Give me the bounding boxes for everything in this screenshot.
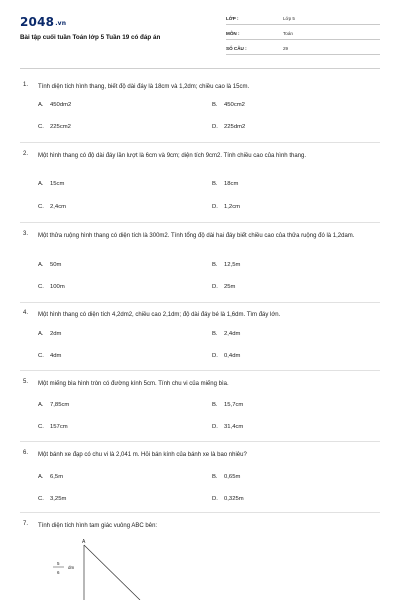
question-number: 3. — [23, 231, 29, 237]
logo-text: 2048 — [20, 15, 55, 29]
option-a[interactable]: A. 2dm — [38, 331, 62, 337]
option-d[interactable]: D. 31,4cm — [212, 424, 244, 430]
meta-class-value: Lớp 5 — [283, 16, 295, 21]
question-number: 7. — [23, 521, 29, 527]
question-number: 6. — [23, 450, 29, 456]
unit-label: dm — [68, 565, 75, 570]
option-c[interactable]: C. 225cm2 — [38, 124, 71, 130]
option-a[interactable]: A. 450dm2 — [38, 102, 72, 108]
option-a[interactable]: A. 15cm — [38, 181, 65, 187]
fraction-denominator: 6 — [57, 570, 60, 575]
question-number: 1. — [23, 82, 29, 88]
meta-class-label: LỚP : — [226, 16, 239, 21]
header-divider — [20, 68, 380, 69]
question-text: Một hình thang có diện tích 4,2dm2, chiều cao 2,1dm; độ dài đáy bé là 1,6dm. Tìm đáy lớn. — [38, 312, 281, 318]
right-triangle-figure — [40, 537, 160, 600]
question-text: Một bánh xe đạp có chu vi là 2,041 m. Hỏi bán kính của bánh xe là bao nhiêu? — [38, 452, 247, 458]
meta-count-label: SỐ CÂU : — [226, 46, 247, 51]
option-c[interactable]: C. 3,25m — [38, 496, 67, 502]
meta-class — [226, 14, 380, 25]
question-divider — [20, 512, 380, 513]
option-b[interactable]: B. 15,7cm — [212, 402, 244, 408]
option-b[interactable]: B. 18cm — [212, 181, 239, 187]
question-divider — [20, 370, 380, 371]
option-c[interactable]: C. 100m — [38, 284, 65, 290]
option-a[interactable]: A. 7,85cm — [38, 402, 70, 408]
meta-subject — [226, 29, 380, 40]
option-c[interactable]: C. 2,4cm — [38, 204, 67, 210]
logo-suffix: .vn — [55, 20, 67, 27]
question-number: 5. — [23, 379, 29, 385]
option-d[interactable]: D. 225dm2 — [212, 124, 246, 130]
question-divider — [20, 142, 380, 143]
option-d[interactable]: D. 25m — [212, 284, 236, 290]
question-text: Tính diện tích hình thang, biết độ dài đáy là 18cm và 1,2dm; chiều cao là 15cm. — [38, 84, 250, 90]
option-a[interactable]: A. 6,5m — [38, 474, 64, 480]
page-header — [0, 0, 400, 66]
question-text: Tính diện tích hình tam giác vuông ABC bên: — [38, 523, 158, 529]
vertex-a-label: A — [82, 539, 86, 545]
option-b[interactable]: B. 2,4dm — [212, 331, 241, 337]
option-d[interactable]: D. 0,325m — [212, 496, 244, 502]
question-text: Một thửa ruộng hình thang có diện tích là 300m2. Tính tổng độ dài hai đáy biết chiều cao của thửa ruộng đó là 1,2dam. — [38, 233, 355, 239]
option-d[interactable]: D. 0,4dm — [212, 353, 241, 359]
option-d[interactable]: D. 1,2cm — [212, 204, 241, 210]
option-b[interactable]: B. 0,65m — [212, 474, 241, 480]
question-divider — [20, 222, 380, 223]
option-a[interactable]: A. 50m — [38, 262, 62, 268]
question-divider — [20, 441, 380, 442]
question-number: 4. — [23, 310, 29, 316]
document-title: Bài tập cuối tuần Toán lớp 5 Tuần 19 có đáp án — [20, 34, 161, 41]
option-b[interactable]: B. 12,5m — [212, 262, 241, 268]
option-c[interactable]: C. 157cm — [38, 424, 68, 430]
meta-subject-value: Toán — [283, 31, 293, 36]
fraction-numerator: 5 — [57, 561, 60, 566]
question-text: Một hình thang có độ dài đáy lần lượt là 6cm và 9cm; diện tích 9cm2. Tính chiều cao của hình thang. — [38, 153, 306, 159]
meta-count — [226, 44, 380, 55]
meta-count-value: 29 — [283, 46, 289, 51]
question-number: 2. — [23, 151, 29, 157]
option-c[interactable]: C. 4dm — [38, 353, 62, 359]
meta-subject-label: MÔN : — [226, 31, 240, 36]
triangle-hypotenuse — [84, 545, 140, 600]
question-divider — [20, 302, 380, 303]
question-text: Một miếng bìa hình tròn có đường kính 5cm. Tính chu vi của miếng bìa. — [38, 381, 229, 387]
option-b[interactable]: B. 450cm2 — [212, 102, 245, 108]
site-logo[interactable] — [20, 15, 66, 29]
